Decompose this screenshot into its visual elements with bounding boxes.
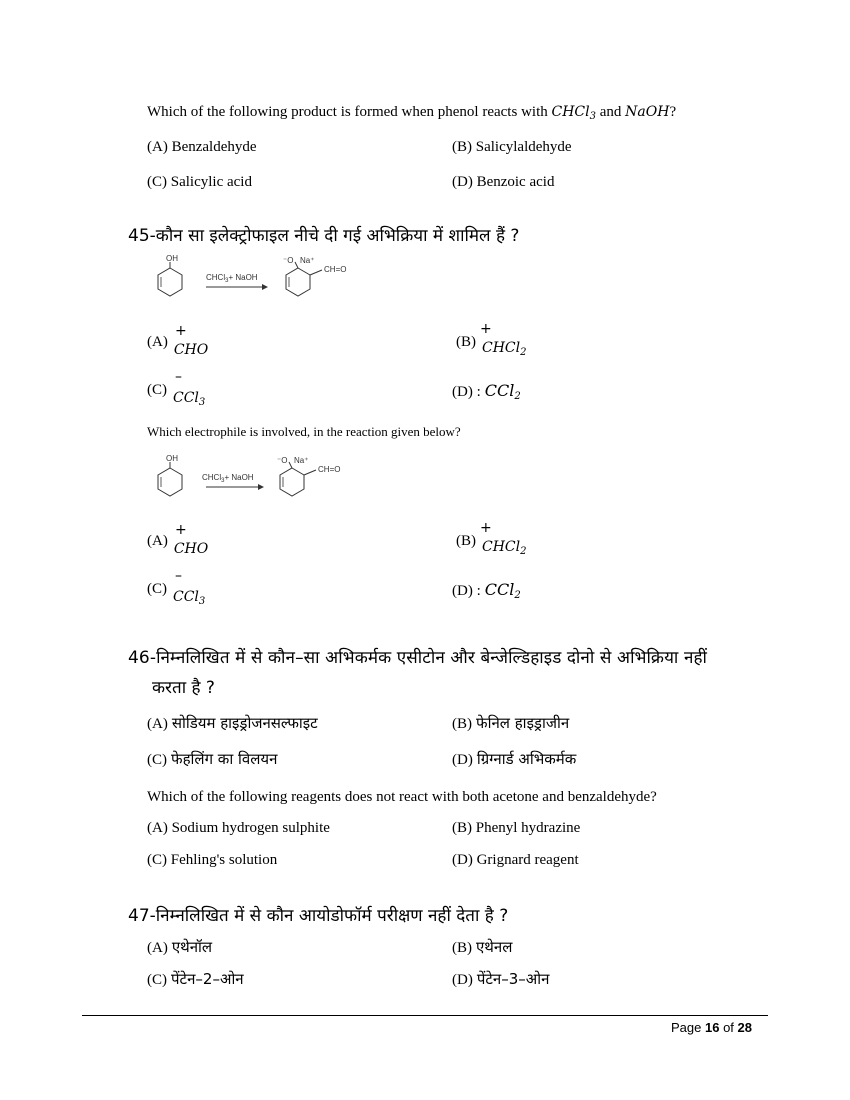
q44-option-d: (D) Benzoic acid	[452, 174, 555, 190]
q45-option-a-label: (A)	[147, 334, 168, 350]
q47-option-a	[147, 937, 212, 957]
product-ring-2	[277, 456, 340, 496]
q45-option-d-label-2: (D) :	[452, 583, 481, 599]
q45-option-b-2	[456, 520, 527, 557]
q46-number: 46-	[128, 648, 157, 668]
page-total: 28	[737, 1020, 752, 1035]
page-current: 16	[704, 1020, 720, 1035]
q46-question-hi-line2: करता है ?	[152, 678, 215, 698]
q47-option-c	[147, 969, 244, 989]
q45-option-a-charge-2: +	[175, 522, 187, 538]
q45-option-a-2	[147, 522, 209, 557]
q47-option-b-text: एथेनल	[476, 938, 513, 956]
q45-question-en: Which electrophile is involved, in the reaction given below?	[147, 424, 461, 439]
q45-option-d	[452, 381, 521, 401]
q46-en-option-d: (D) Grignard reagent	[452, 852, 579, 868]
q44-chcl: CHCl	[551, 104, 590, 120]
q46-hi-option-d	[452, 749, 576, 769]
q44-option-a: (A) Benzaldehyde	[147, 139, 257, 155]
q46-question-hi-line1	[128, 645, 750, 668]
product-na-2: Na⁺	[294, 456, 309, 465]
reactant-oh-label-2: OH	[166, 454, 178, 463]
q47-option-d-text: पेंटेन–3–ओन	[476, 970, 550, 988]
q45-option-b-charge: +	[480, 321, 492, 337]
page-of-word: of	[719, 1020, 738, 1035]
reactant-oh-label: OH	[166, 254, 178, 263]
q45-option-c-sub: 3	[198, 397, 206, 408]
q47-option-d	[452, 969, 549, 989]
q45-option-c-formula: CCl	[173, 390, 199, 406]
product-cho-2: CH=O	[318, 465, 341, 474]
q47-question-hi-text: निम्नलिखित में से कौन आयोडोफॉर्म परीक्षण नहीं देता है ?	[155, 906, 509, 926]
q47-option-c-label: (C)	[147, 972, 167, 988]
q46-question-en: Which of the following reagents does not react with both acetone and benzaldehyde?	[147, 789, 657, 805]
page-number	[671, 1020, 752, 1035]
q44-end: ?	[669, 104, 677, 120]
phenol-ring-2	[158, 454, 182, 496]
phenol-ring	[158, 254, 182, 296]
q47-question-hi	[128, 903, 508, 926]
q46-en-option-a: (A) Sodium hydrogen sulphite	[147, 820, 330, 836]
reagent-label-2: CHCl$_3$+ NaOH	[202, 473, 254, 484]
product-ring	[283, 256, 346, 296]
q45-option-a	[147, 323, 209, 358]
q44-option-c: (C) Salicylic acid	[147, 174, 252, 190]
q45-question-hi	[128, 223, 519, 246]
q46-hi-option-b-text: फेनिल हाइड्राजीन	[476, 714, 570, 732]
q47-option-b	[452, 937, 512, 957]
q47-option-a-label: (A)	[147, 940, 168, 956]
q44-question	[147, 104, 676, 121]
q45-option-c-formula-2: CCl	[173, 589, 199, 605]
q45-option-a-label-2: (A)	[147, 533, 168, 549]
q45-option-c-label-2: (C)	[147, 581, 167, 597]
q47-option-a-text: एथेनॉल	[171, 938, 213, 956]
q44-and: and	[595, 104, 626, 120]
q46-hi-option-d-text: ग्रिग्नार्ड अभिकर्मक	[476, 750, 577, 768]
q45-option-c-charge-2: –	[175, 568, 182, 584]
q47-number: 47-	[128, 906, 156, 926]
q46-hi-option-b	[452, 713, 569, 733]
q45-option-b-formula-2: CHCl	[482, 539, 521, 555]
q46-hi-option-b-label: (B)	[452, 716, 472, 732]
q45-reaction-scheme	[150, 254, 380, 304]
q45-option-a-formula-2: CHO	[173, 541, 209, 557]
q45-option-d-2	[452, 580, 521, 600]
q45-option-b-sub-2: 2	[520, 546, 527, 557]
product-cho: CH=O	[324, 265, 347, 274]
q46-question-hi-line1-text: निम्नलिखित में से कौन–सा अभिकर्मक एसीटोन और बेन्जेल्डिहाइड दोनो से अभिक्रिया नहीं	[156, 648, 708, 668]
q45-option-c-sub-2: 3	[198, 596, 206, 607]
q45-option-d-formula-2: CCl	[484, 580, 515, 599]
q46-hi-option-c-label: (C)	[147, 752, 167, 768]
q47-option-d-label: (D)	[452, 972, 473, 988]
q46-hi-option-c	[147, 749, 277, 769]
q45-option-b-formula: CHCl	[482, 340, 521, 356]
q45-reaction-scheme-2	[150, 454, 380, 504]
q47-option-b-label: (B)	[452, 940, 472, 956]
q44-option-b: (B) Salicylaldehyde	[452, 139, 572, 155]
q46-hi-option-a	[147, 713, 318, 733]
q46-hi-option-a-text: सोडियम हाइड्रोजनसल्फाइट	[171, 714, 318, 732]
product-o: ⁻O	[283, 256, 294, 265]
product-o-2: ⁻O	[277, 456, 288, 465]
q45-option-c-2	[147, 568, 206, 607]
q45-option-d-label: (D) :	[452, 384, 481, 400]
q45-question-hi-text: कौन सा इलेक्ट्रोफाइल नीचे दी गई अभिक्रिया में शामिल हैं ?	[155, 226, 520, 246]
q45-option-c-charge: –	[175, 369, 182, 385]
q47-option-c-text: पेंटेन–2–ओन	[171, 970, 244, 988]
q45-option-c	[147, 369, 206, 408]
q45-option-d-sub: 2	[514, 391, 521, 402]
q46-en-option-c: (C) Fehling's solution	[147, 852, 278, 868]
q45-option-a-formula: CHO	[173, 342, 209, 358]
q46-en-option-b: (B) Phenyl hydrazine	[452, 820, 581, 836]
q45-option-b-charge-2: +	[480, 520, 492, 536]
product-na: Na⁺	[300, 256, 315, 265]
q45-option-a-charge: +	[175, 323, 187, 339]
q45-number: 45-	[128, 226, 156, 246]
q45-option-c-label: (C)	[147, 382, 167, 398]
footer-divider	[82, 1015, 768, 1016]
q45-option-b	[456, 321, 527, 358]
q46-hi-option-c-text: फेहलिंग का विलयन	[171, 750, 278, 768]
q44-question-text: Which of the following product is formed when phenol reacts with	[147, 104, 552, 120]
q44-naoh: NaOH	[625, 104, 670, 120]
q45-option-b-sub: 2	[520, 347, 527, 358]
q45-option-b-label: (B)	[456, 334, 476, 350]
page-word: Page	[671, 1020, 705, 1035]
q45-option-d-sub-2: 2	[514, 590, 521, 601]
q44-chcl-sub: 3	[589, 111, 596, 122]
q45-option-b-label-2: (B)	[456, 533, 476, 549]
q45-option-d-formula: CCl	[484, 381, 515, 400]
reagent-label: CHCl$_3$+ NaOH	[206, 273, 258, 284]
q46-hi-option-a-label: (A)	[147, 716, 168, 732]
q46-hi-option-d-label: (D)	[452, 752, 473, 768]
